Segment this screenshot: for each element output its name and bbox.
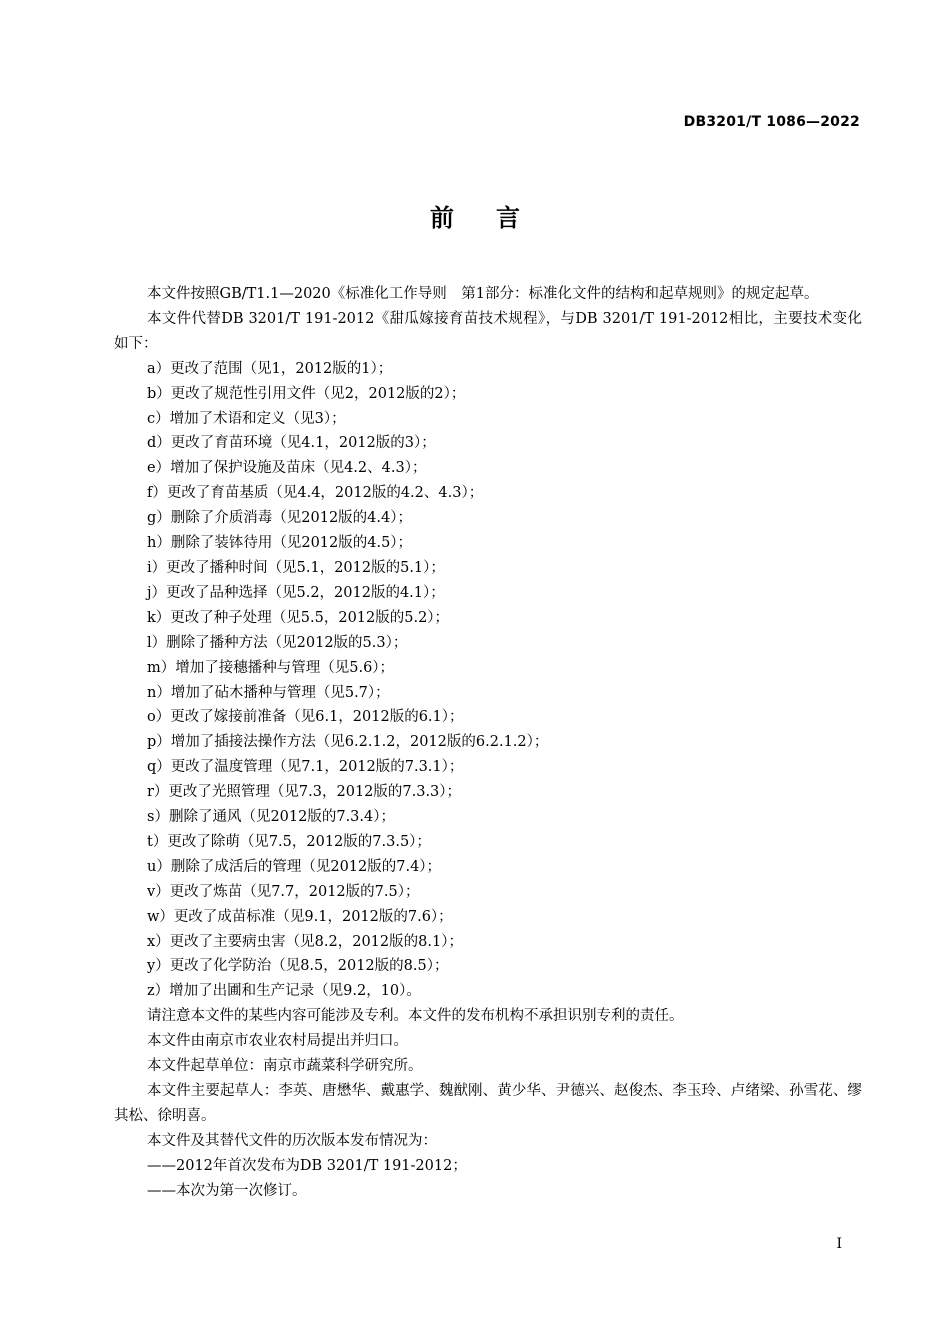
intro-paragraph-2: 本文件代替DB 3201/T 191-2012《甜瓜嫁接育苗技术规程》，与DB 3201/T 191-2012相比，主要技术变化如下： <box>114 310 862 352</box>
list-item: n）增加了砧木播种与管理（见5.7）； <box>147 684 390 701</box>
changes-list <box>114 357 862 1005</box>
patent-notice: 请注意本文件的某些内容可能涉及专利。本文件的发布机构不承担识别专利的责任。 <box>147 1008 684 1025</box>
list-item: r）更改了光照管理（见7.3，2012版的7.3.3）； <box>147 784 462 801</box>
list-item: f）更改了育苗基质（见4.4，2012版的4.2、4.3）； <box>147 485 484 502</box>
list-item: t）更改了除萌（见7.5，2012版的7.3.5）； <box>147 833 431 850</box>
list-item: i）更改了播种时间（见5.1，2012版的5.1）； <box>147 559 445 576</box>
list-item: q）更改了温度管理（见7.1，2012版的7.3.1）； <box>147 759 464 776</box>
list-item: z）增加了出圃和生产记录（见9.2，10）。 <box>147 983 421 1000</box>
intro-paragraph-1: 本文件按照GB/T1.1—2020《标准化工作导则 第1部分：标准化文件的结构和起草规则》的规定起草。 <box>147 286 819 302</box>
list-item: y）更改了化学防治（见8.5，2012版的8.5）； <box>147 958 449 975</box>
list-item: v）更改了炼苗（见7.7，2012版的7.5）； <box>147 883 420 900</box>
document-code: DB3201/T 1086—2022 <box>683 114 860 130</box>
list-item: s）删除了通风（见2012版的7.3.4）； <box>147 809 395 826</box>
drafting-unit: 本文件起草单位：南京市蔬菜科学研究所。 <box>147 1058 423 1075</box>
history-intro: 本文件及其替代文件的历次版本发布情况为： <box>147 1132 437 1149</box>
list-item: e）增加了保护设施及苗床（见4.2、4.3）； <box>147 460 427 477</box>
list-item: p）增加了插接法操作方法（见6.2.1.2，2012版的6.2.1.2）； <box>147 734 549 751</box>
proposer-statement: 本文件由南京市农业农村局提出并归口。 <box>147 1033 408 1050</box>
list-item: o）更改了嫁接前准备（见6.1，2012版的6.1）； <box>147 709 464 726</box>
history-item: ——本次为第一次修订。 <box>147 1182 307 1199</box>
list-item: j）更改了品种选择（见5.2，2012版的4.1）； <box>147 584 445 601</box>
history-item: ——2012年首次发布为DB 3201/T 191-2012； <box>147 1157 467 1174</box>
list-item: a）更改了范围（见1，2012版的1）； <box>147 360 393 377</box>
list-item: c）增加了术语和定义（见3）； <box>147 410 346 427</box>
list-item: b）更改了规范性引用文件（见2，2012版的2）； <box>147 385 466 402</box>
list-item: m）增加了接穗播种与管理（见5.6）； <box>147 659 395 676</box>
list-item: w）更改了成苗标准（见9.1，2012版的7.6）； <box>147 908 453 925</box>
drafters-list: 本文件主要起草人：李英、唐懋华、戴惠学、魏猷刚、黄少华、尹德兴、赵俊杰、李玉玲、卢绪梁、孙雪花、缪其松、徐明喜。 <box>114 1083 862 1124</box>
list-item: h）删除了装钵待用（见2012版的4.5）； <box>147 535 413 552</box>
page-number: I <box>836 1236 842 1252</box>
list-item: l）删除了播种方法（见2012版的5.3）； <box>147 634 408 651</box>
list-item: k）更改了种子处理（见5.5，2012版的5.2）； <box>147 609 450 626</box>
foreword-body <box>114 282 862 1204</box>
page-title: 前言 <box>430 204 562 232</box>
list-item: g）删除了介质消毒（见2012版的4.4）； <box>147 510 412 527</box>
list-item: x）更改了主要病虫害（见8.2，2012版的8.1）； <box>147 933 463 950</box>
list-item: d）更改了育苗环境（见4.1，2012版的3）； <box>147 435 436 452</box>
list-item: u）删除了成活后的管理（见2012版的7.4）； <box>147 858 442 875</box>
